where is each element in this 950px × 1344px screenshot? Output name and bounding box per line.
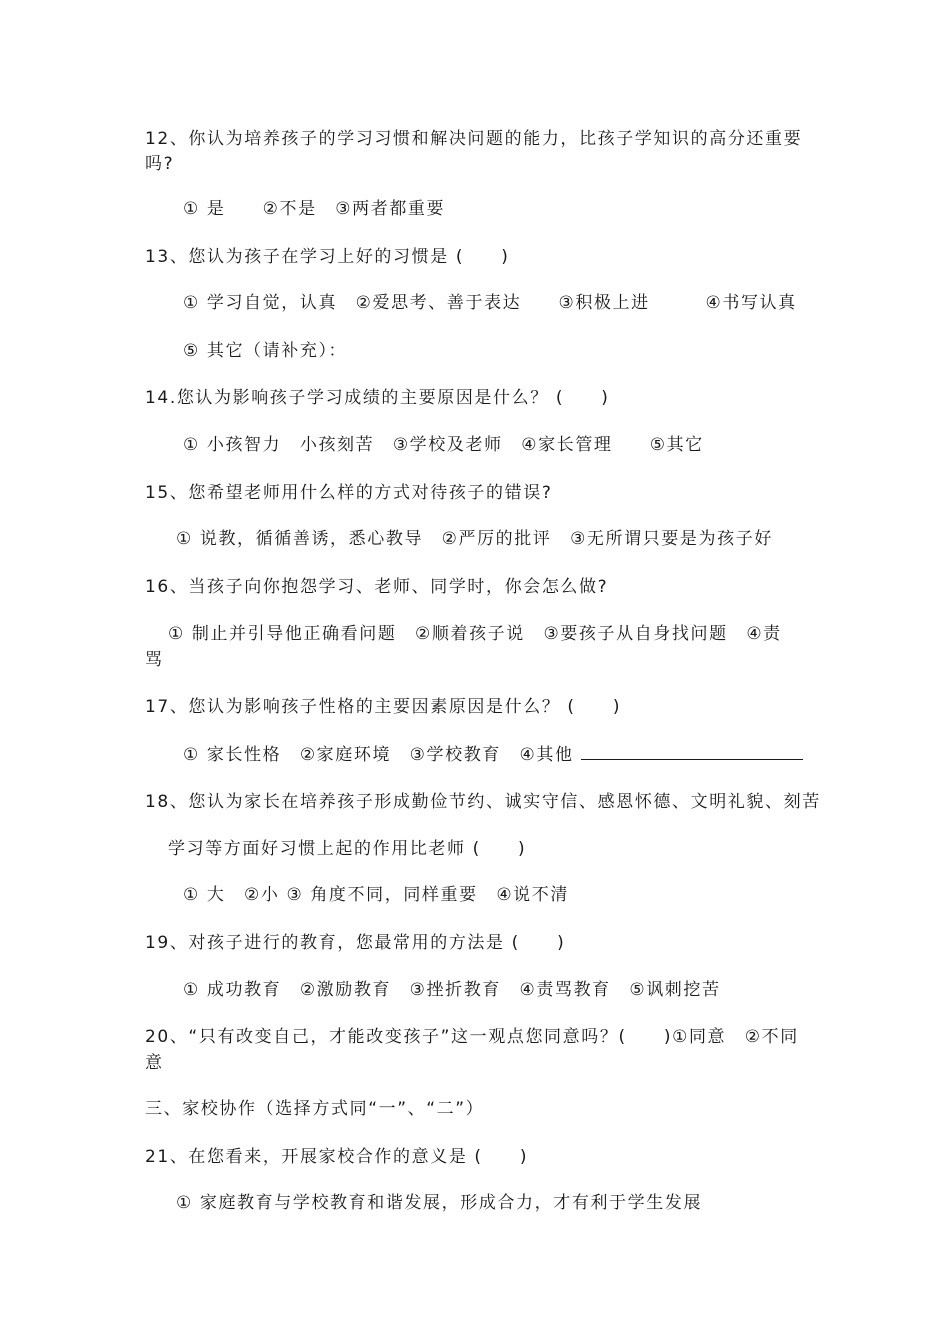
q13-options-line1: ① 学习自觉，认真 ②爱思考、善于表达 ③积极上进 ④书写认真: [183, 293, 797, 313]
section3-title: 三、家校协作（选择方式同“一”、“二”）: [145, 1099, 485, 1119]
q12-question-line2: 吗?: [145, 154, 175, 174]
q13-question: 13、您认为孩子在学习上好的习惯是 ( ): [145, 247, 510, 267]
q17-question: 17、您认为影响孩子性格的主要因素原因是什么？ ( ): [145, 697, 622, 717]
q17-options-row: [183, 741, 810, 768]
q20-question-line2: 意: [145, 1053, 164, 1073]
q18-options: ① 大 ②小 ③ 角度不同，同样重要 ④说不清: [183, 885, 569, 905]
q19-options: ① 成功教育 ②激励教育 ③挫折教育 ④责骂教育 ⑤讽刺挖苦: [183, 980, 721, 1000]
q17-answer-blank[interactable]: [581, 741, 803, 760]
q18-question-line2: 学习等方面好习惯上起的作用比老师 ( ): [168, 839, 527, 859]
q21-question: 21、在您看来，开展家校合作的意义是 ( ): [145, 1147, 529, 1167]
q14-question: 14.您认为影响孩子学习成绩的主要原因是什么？ ( ): [145, 388, 610, 408]
q16-question: 16、当孩子向你抱怨学习、老师、同学时，你会怎么做?: [145, 577, 609, 597]
q19-question: 19、对孩子进行的教育，您最常用的方法是 ( ): [145, 933, 566, 953]
q21-options: ① 家庭教育与学校教育和谐发展，形成合力，才有利于学生发展: [176, 1193, 703, 1213]
q12-options: ① 是 ②不是 ③两者都重要: [183, 199, 446, 219]
q13-options-line2: ⑤ 其它（请补充）：: [183, 341, 348, 361]
q14-options: ① 小孩智力 小孩刻苦 ③学校及老师 ④家长管理 ⑤其它: [183, 435, 704, 455]
q16-options-line1: ① 制止并引导他正确看问题 ②顺着孩子说 ③要孩子从自身找问题 ④责: [168, 624, 782, 644]
q20-question-line1: 20、“只有改变自己，才能改变孩子”这一观点您同意吗？( )①同意 ②不同: [145, 1027, 799, 1047]
q17-options: ① 家长性格 ②家庭环境 ③学校教育 ④其他: [183, 745, 574, 765]
q15-options: ① 说教，循循善诱，悉心教导 ②严厉的批评 ③无所谓只要是为孩子好: [176, 529, 773, 549]
q12-question-line1: 12、你认为培养孩子的学习习惯和解决问题的能力，比孩子学知识的高分还重要: [145, 129, 803, 149]
q16-options-line2: 骂: [145, 650, 164, 670]
q18-question-line1: 18、您认为家长在培养孩子形成勤俭节约、诚实守信、感恩怀德、文明礼貌、刻苦: [145, 792, 821, 812]
q15-question: 15、您希望老师用什么样的方式对待孩子的错误?: [145, 483, 553, 503]
